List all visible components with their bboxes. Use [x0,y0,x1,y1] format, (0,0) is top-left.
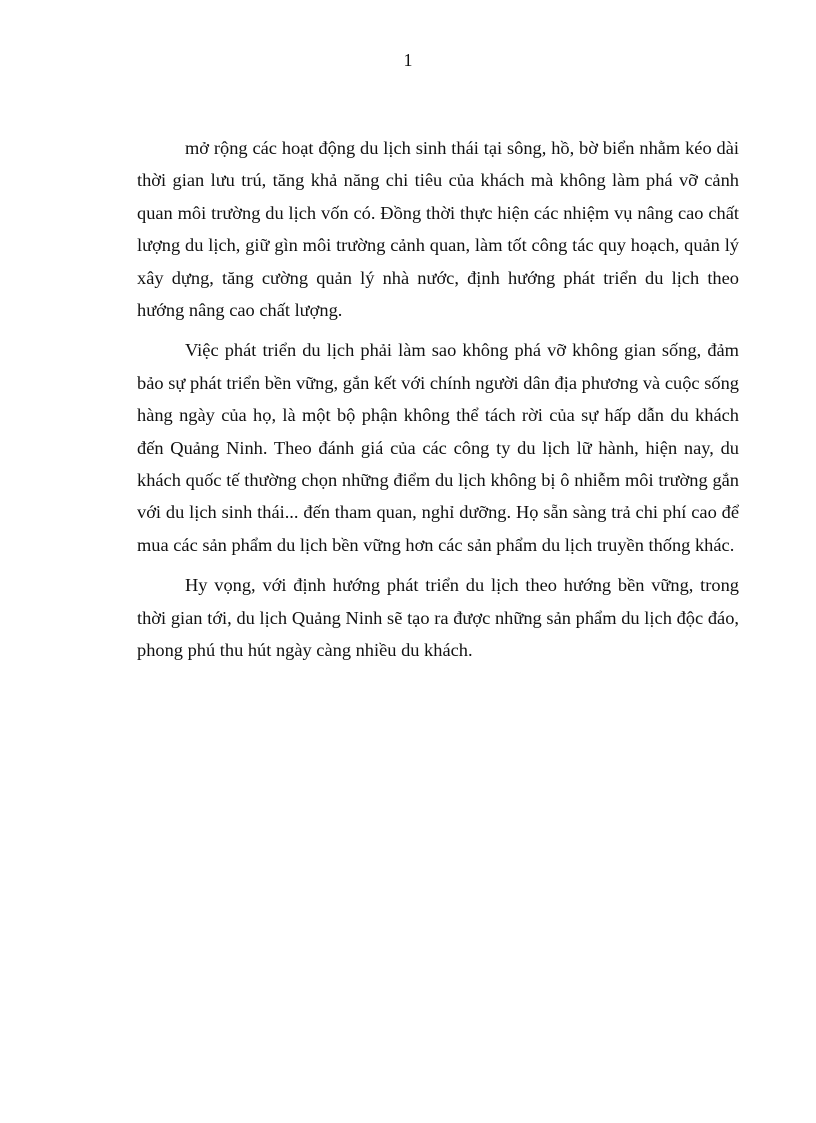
page-number: 1 [403,50,413,70]
paragraph: Hy vọng, với định hướng phát triển du lịch theo hướng bền vững, trong thời gian tới, du lịch Quảng Ninh sẽ tạo ra được những sản phẩm du lịch độc đáo, phong phú thu hút ngày càng nhiều du khách. [137,575,739,661]
paragraph: Việc phát triển du lịch phải làm sao không phá vỡ không gian sống, đảm bảo sự phát triển bền vững, gắn kết với chính người dân địa phương và cuộc sống hàng ngày của họ, là một bộ phận không thể tách rời của sự hấp dẫn du khách đến Quảng Ninh. Theo đánh giá của các công ty du lịch lữ hành, hiện nay, du khách quốc tế thường chọn những điểm du lịch không bị ô nhiễm môi trường gắn với du lịch sinh thái... đến tham quan, nghỉ dưỡng. Họ sẵn sàng trả chi phí cao để mua các sản phẩm du lịch bền vững hơn các sản phẩm du lịch truyền thống khác. [137,340,739,555]
paragraph: mở rộng các hoạt động du lịch sinh thái tại sông, hồ, bờ biển nhằm kéo dài thời gian lưu trú, tăng khả năng chi tiêu của khách mà không làm phá vỡ cảnh quan môi trường du lịch vốn có. Đồng thời thực hiện các nhiệm vụ nâng cao chất lượng du lịch, giữ gìn môi trường cảnh quan, làm tốt công tác quy hoạch, quản lý xây dựng, tăng cường quản lý nhà nước, định hướng phát triển du lịch theo hướng nâng cao chất lượng. [137,138,739,321]
document-body [137,132,739,675]
